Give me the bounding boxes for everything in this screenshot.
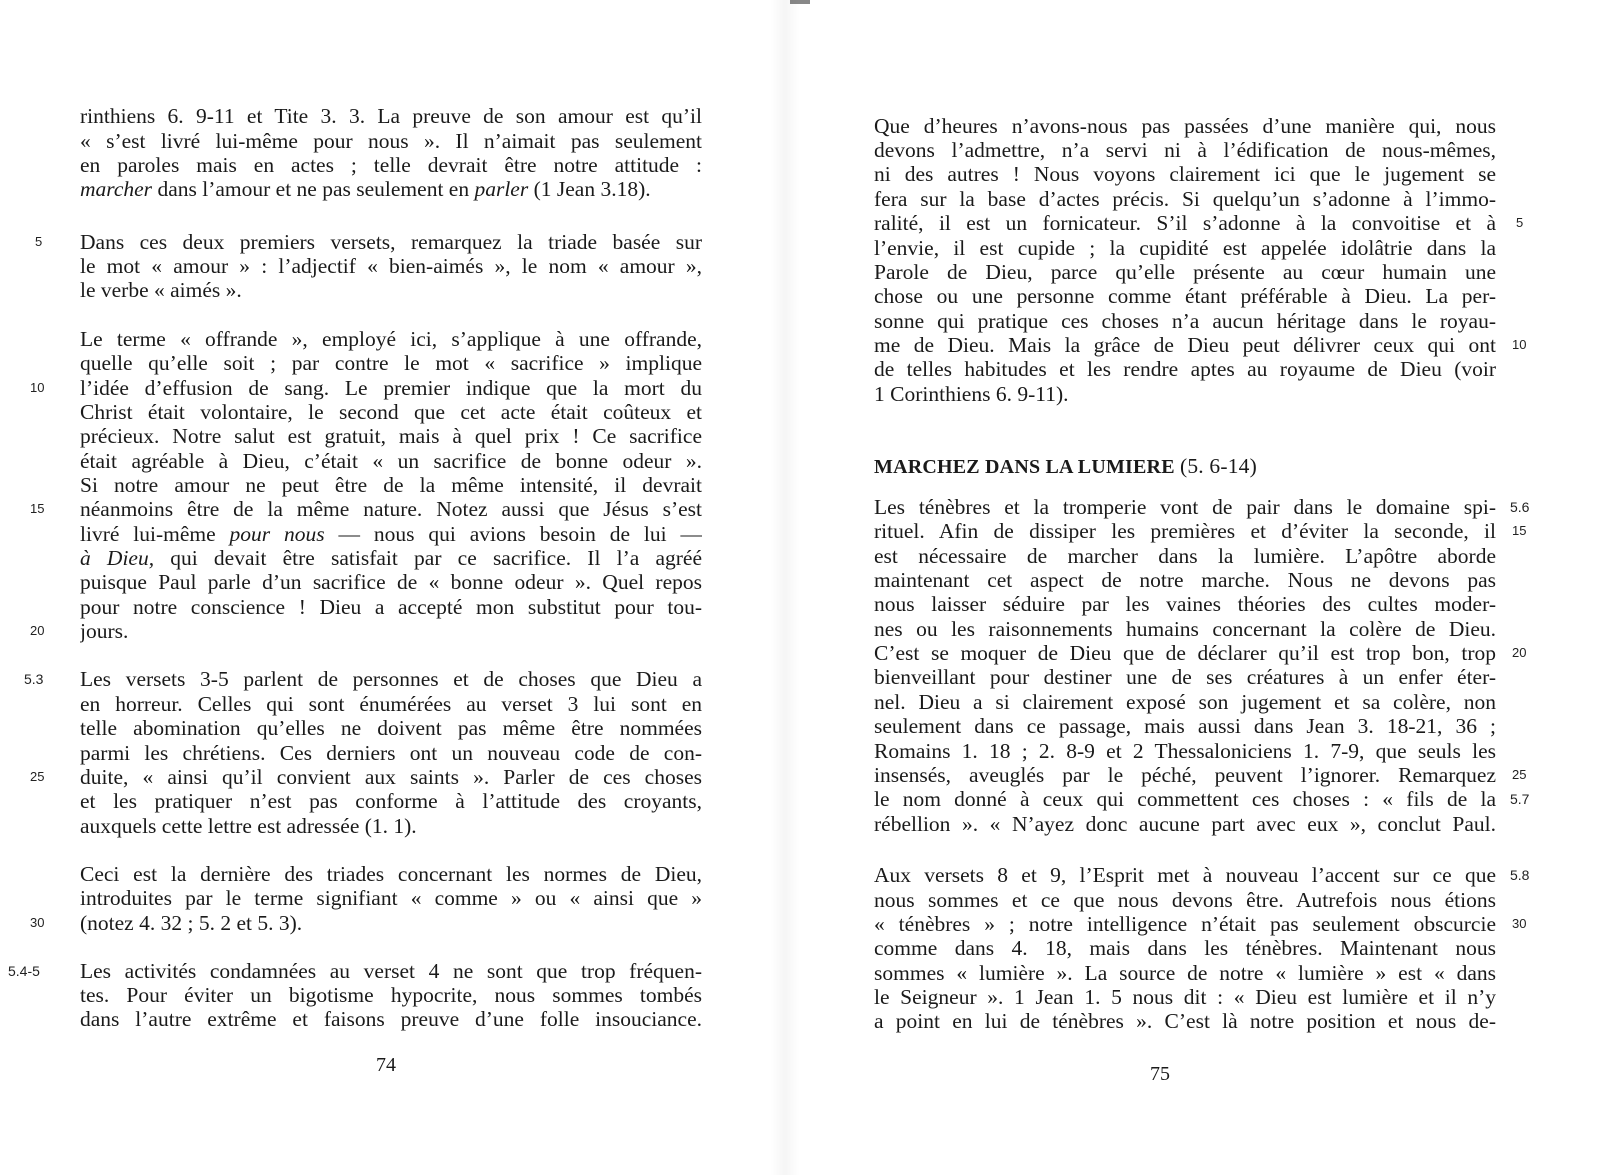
text-line: auxquels cette lettre est adressée (1. 1). — [80, 814, 417, 838]
line-number: 10 — [30, 380, 45, 395]
text-line: pour notre conscience ! Dieu a accepté mon substitut pour tou- — [80, 595, 702, 619]
text-line: sonne qui pratique ces choses n’a aucun héritage dans le royau- — [874, 309, 1496, 333]
book-gutter — [770, 0, 800, 1175]
text-line: a point en lui de ténèbres ». C’est là notre position et nous de- — [874, 1009, 1496, 1033]
text-line-with-italics: livré lui-même pour nous — nous qui avions besoin de lui — — [80, 522, 702, 546]
text-line: ni des autres ! Nous voyons clairement ici que le jugement se — [874, 162, 1496, 186]
text-line: nes ou les raisonnements humains concernant la colère de Dieu. — [874, 617, 1496, 641]
italic-word: à Dieu, — [80, 546, 155, 570]
text-line: sommes « lumière ». La source de notre « lumière » est « dans — [874, 961, 1496, 985]
text-line: telle abomination qu’elles ne doivent pas même être nommées — [80, 716, 702, 740]
line-number: 25 — [1512, 767, 1527, 782]
text-line: néanmoins être de la même nature. Notez aussi que Jésus s’est — [80, 497, 702, 521]
text-line: maintenant cet aspect de notre marche. Nous ne devons pas — [874, 568, 1496, 592]
margin-verse-ref: 5.6 — [1510, 499, 1530, 515]
text-line: quelle qu’elle soit ; par contre le mot « sacrifice » implique — [80, 351, 702, 375]
text-line: en paroles mais en actes ; telle devrait être notre attitude : — [80, 153, 702, 177]
text-line: de telles habitudes et les rendre aptes au royaume de Dieu (voir — [874, 357, 1496, 381]
text-line: (notez 4. 32 ; 5. 2 et 5. 3). — [80, 911, 303, 935]
text-line: Les versets 3-5 parlent de personnes et de choses que Dieu a — [80, 667, 702, 691]
text-line: parmi les chrétiens. Ces derniers ont un nouveau code de con- — [80, 741, 702, 765]
italic-word: marcher — [80, 177, 153, 201]
left-page — [0, 0, 760, 1175]
text-line: Dans ces deux premiers versets, remarquez la triade basée sur — [80, 230, 702, 254]
text-line: était agréable à Dieu, c’était « un sacrifice de bonne odeur ». — [80, 449, 702, 473]
page-number: 74 — [376, 1054, 396, 1076]
text-line: puisque Paul parle d’un sacrifice de « bonne odeur ». Quel repos — [80, 570, 702, 594]
line-number: 20 — [30, 623, 45, 638]
text-line: bienveillant pour destiner une de ses créatures à un enfer éter- — [874, 665, 1496, 689]
text-line: en horreur. Celles qui sont énumérées au verset 3 lui sont en — [80, 692, 702, 716]
text-line: jours. — [80, 619, 129, 643]
line-number: 10 — [1512, 337, 1527, 352]
line-number: 20 — [1512, 645, 1527, 660]
text-line: rituel. Afin de dissiper les premières et d’éviter la seconde, il — [874, 519, 1496, 543]
italic-word: parler — [474, 177, 529, 201]
page-number: 75 — [1150, 1063, 1170, 1085]
text-line: Romains 1. 18 ; 2. 8-9 et 2 Thessaloniciens 1. 7-9, que seuls les — [874, 739, 1496, 763]
text-line: chose ou une personne comme étant préférable à Dieu. La per- — [874, 284, 1496, 308]
section-heading-ref: (5. 6-14) — [1179, 454, 1257, 478]
text-line: Christ était volontaire, le second que cet acte était coûteux et — [80, 400, 702, 424]
text-line: le nom donné à ceux qui commettent ces choses : « fils de la — [874, 787, 1496, 811]
text-line: précieux. Notre salut est gratuit, mais à quel prix ! Ce sacrifice — [80, 424, 702, 448]
text-line: Les activités condamnées au verset 4 ne sont que trop fréquen- — [80, 959, 702, 983]
italic-word: pour nous — [229, 522, 325, 546]
text-line: et les pratiquer n’est pas conforme à l’attitude des croyants, — [80, 789, 702, 813]
text-line: l’idée d’effusion de sang. Le premier indique que la mort du — [80, 376, 702, 400]
text-line: rébellion ». « N’ayez donc aucune part avec eux », conclut Paul. — [874, 812, 1496, 836]
text-line: le verbe « aimés ». — [80, 278, 242, 302]
margin-verse-ref: 5.8 — [1510, 867, 1530, 883]
text-line: Si notre amour ne peut être de la même intensité, il devrait — [80, 473, 702, 497]
text-line: tes. Pour éviter un bigotisme hypocrite, nous sommes tombés — [80, 983, 702, 1007]
text-line: ralité, il est un fornicateur. S’il s’adonne à la convoitise et à — [874, 211, 1496, 235]
text-line-with-italics: à Dieu, qui devait être satisfait par ce sacrifice. Il l’a agréé — [80, 546, 702, 570]
text-line: me de Dieu. Mais la grâce de Dieu peut délivrer ceux qui ont — [874, 333, 1496, 357]
text-line: Les ténèbres et la tromperie vont de pair dans le domaine spi- — [874, 495, 1496, 519]
text-line: dans l’autre extrême et faisons preuve d’une folle insouciance. — [80, 1007, 702, 1031]
right-page — [800, 0, 1600, 1175]
text-line: est nécessaire de marcher dans la lumière. L’apôtre aborde — [874, 544, 1496, 568]
line-number: 25 — [30, 769, 45, 784]
text-line: introduites par le terme signifiant « comme » ou « ainsi que » — [80, 886, 702, 910]
text-line: Aux versets 8 et 9, l’Esprit met à nouveau l’accent sur ce que — [874, 863, 1496, 887]
text-line: nous sommes et ce que nous devons être. Autrefois nous étions — [874, 888, 1496, 912]
text-line: « ténèbres » ; notre intelligence n’était pas seulement obscurcie — [874, 912, 1496, 936]
text-line: 1 Corinthiens 6. 9-11). — [874, 382, 1069, 406]
text-line: l’envie, il est cupide ; la cupidité est appelée idolâtrie dans la — [874, 236, 1496, 260]
margin-verse-ref: 5.7 — [1510, 791, 1530, 807]
text-line: rinthiens 6. 9-11 et Tite 3. 3. La preuve de son amour est qu’il — [80, 104, 702, 128]
text-line: le Seigneur ». 1 Jean 1. 5 nous dit : « Dieu est lumière et il n’y — [874, 985, 1496, 1009]
text-line: fera sur la base d’actes précis. Si quelqu’un s’adonne à l’immo- — [874, 187, 1496, 211]
line-number: 5 — [35, 234, 43, 249]
text-line: C’est se moquer de Dieu que de déclarer qu’il est trop bon, trop — [874, 641, 1496, 665]
text-line: duite, « ainsi qu’il convient aux saints ». Parler de ces choses — [80, 765, 702, 789]
text-line: nous laisser séduire par les vaines théories des cultes moder- — [874, 592, 1496, 616]
text-line: nel. Dieu a si clairement exposé son jugement et sa colère, non — [874, 690, 1496, 714]
text-line: Le terme « offrande », employé ici, s’applique à une offrande, — [80, 327, 702, 351]
line-number: 30 — [30, 915, 45, 930]
margin-verse-ref: 5.3 — [24, 671, 44, 687]
text-line: Parole de Dieu, parce qu’elle présente au cœur humain une — [874, 260, 1496, 284]
line-number: 15 — [1512, 523, 1527, 538]
margin-verse-ref: 5.4-5 — [8, 963, 40, 979]
text-line: devons l’admettre, n’a servi ni à l’édification de nous-mêmes, — [874, 138, 1496, 162]
text-line: seulement dans ce passage, mais aussi dans Jean 3. 18-21, 36 ; — [874, 714, 1496, 738]
line-number: 15 — [30, 501, 45, 516]
text-line: comme dans 4. 18, mais dans les ténèbres. Maintenant nous — [874, 936, 1496, 960]
section-heading-title: MARCHEZ DANS LA LUMIERE — [874, 456, 1175, 478]
text-line: insensés, aveuglés par le péché, peuvent l’ignorer. Remarquez — [874, 763, 1496, 787]
section-heading — [874, 454, 1496, 479]
text-line: Ceci est la dernière des triades concernant les normes de Dieu, — [80, 862, 702, 886]
line-number: 30 — [1512, 916, 1527, 931]
text-line-with-italics: marcher dans l’amour et ne pas seulement en parler (1 Jean 3.18). — [80, 177, 651, 201]
text-line: « s’est livré lui-même pour nous ». Il n’aimait pas seulement — [80, 129, 702, 153]
text-line: le mot « amour » : l’adjectif « bien-aimés », le nom « amour », — [80, 254, 702, 278]
text-line: Que d’heures n’avons-nous pas passées d’une manière qui, nous — [874, 114, 1496, 138]
line-number: 5 — [1516, 215, 1524, 230]
